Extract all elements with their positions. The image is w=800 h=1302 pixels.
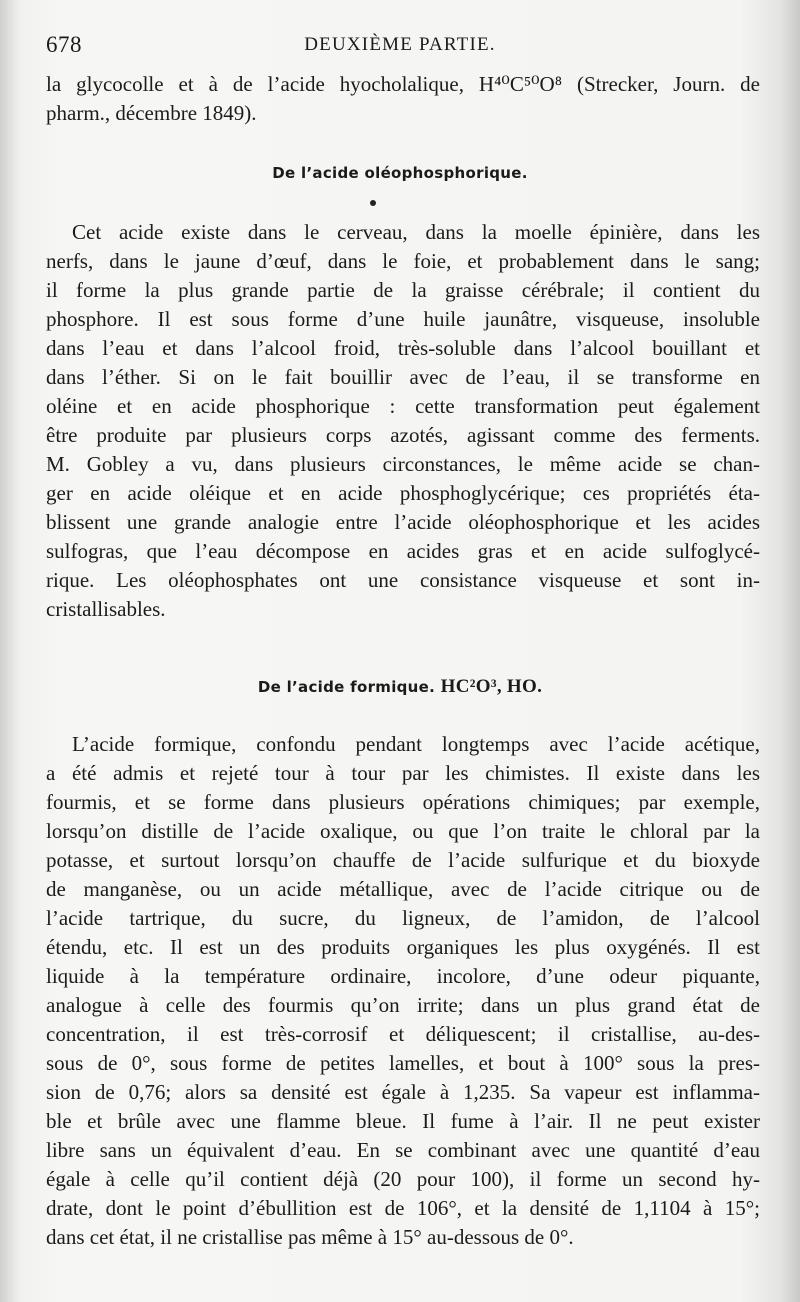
decorative-dot bbox=[370, 200, 376, 206]
section-formique-body bbox=[46, 730, 760, 1252]
text-line: potasse, et surtout lorsqu’on chauffe de l’acide sulfurique et du bioxyde bbox=[46, 848, 760, 872]
text-line: blissent une grande analogie entre l’acide oléophosphorique et les acides bbox=[46, 510, 760, 534]
intro-line: pharm., décembre 1849). bbox=[46, 101, 257, 125]
intro-paragraph bbox=[46, 70, 760, 128]
text-line: être produite par plusieurs corps azotés, agissant comme des ferments. bbox=[46, 423, 760, 447]
text-line: Cet acide existe dans le cerveau, dans la moelle épinière, dans les bbox=[72, 220, 760, 244]
text-line: concentration, il est très-corrosif et déliquescent; il cristallise, au-des- bbox=[46, 1022, 760, 1046]
text-line: L’acide formique, confondu pendant longtemps avec l’acide acétique, bbox=[72, 732, 760, 756]
text-line: dans l’eau et dans l’alcool froid, très-soluble dans l’alcool bouillant et bbox=[46, 336, 760, 360]
intro-line: la glycocolle et à de l’acide hyocholalique, H⁴⁰C⁵⁰O⁸ (Strecker, Journ. de bbox=[46, 72, 760, 96]
running-title: DEUXIÈME PARTIE. bbox=[304, 34, 496, 55]
text-line: sion de 0,76; alors sa densité est égale à 1,235. Sa vapeur est inflamma- bbox=[46, 1080, 760, 1104]
text-line: a été admis et rejeté tour à tour par les chimistes. Il existe dans les bbox=[46, 761, 760, 785]
section-heading-formique-title: De l’acide formique. bbox=[257, 678, 436, 696]
text-line: étendu, etc. Il est un des produits organiques les plus oxygénés. Il est bbox=[46, 935, 760, 959]
text-line: rique. Les oléophosphates ont une consistance visqueuse et sont in- bbox=[46, 568, 760, 592]
text-line: M. Gobley a vu, dans plusieurs circonstances, le même acide se chan- bbox=[46, 452, 760, 476]
page-header bbox=[46, 32, 754, 62]
text-line: dans cet état, il ne cristallise pas même à 15° au-dessous de 0°. bbox=[46, 1225, 574, 1249]
section-oleophosphorique-body bbox=[46, 218, 760, 624]
text-line: égale à celle qu’il contient déjà (20 pour 100), il forme un second hy- bbox=[46, 1167, 760, 1191]
text-line: sous de 0°, sous forme de petites lamelles, et bout à 100° sous la pres- bbox=[46, 1051, 760, 1075]
text-line: nerfs, dans le jaune d’œuf, dans le foie, et probablement dans le sang; bbox=[46, 249, 760, 273]
text-line: oléine et en acide phosphorique : cette transformation peut également bbox=[46, 394, 760, 418]
text-line: l’acide tartrique, du sucre, du ligneux, de l’amidon, de l’alcool bbox=[46, 906, 760, 930]
text-line: cristallisables. bbox=[46, 597, 166, 621]
text-line: liquide à la température ordinaire, incolore, d’une odeur piquante, bbox=[46, 964, 760, 988]
text-line: ger en acide oléique et en acide phosphoglycérique; ces propriétés éta- bbox=[46, 481, 760, 505]
text-line: phosphore. Il est sous forme d’une huile jaunâtre, visqueuse, insoluble bbox=[46, 307, 760, 331]
text-line: lorsqu’on distille de l’acide oxalique, ou que l’on traite le chloral par la bbox=[46, 819, 760, 843]
text-line: il forme la plus grande partie de la graisse cérébrale; il contient du bbox=[46, 278, 760, 302]
section-heading-formique bbox=[0, 676, 800, 698]
text-line: drate, dont le point d’ébullition est de 106°, et la densité de 1,1104 à 15°; bbox=[46, 1196, 760, 1220]
page-number: 678 bbox=[46, 32, 82, 57]
text-line: ble et brûle avec une flamme bleue. Il fume à l’air. Il ne peut exister bbox=[46, 1109, 760, 1133]
text-line: fourmis, et se forme dans plusieurs opérations chimiques; par exemple, bbox=[46, 790, 760, 814]
section-heading-oleophosphorique: De l’acide oléophosphorique. bbox=[272, 164, 528, 182]
text-line: sulfogras, que l’eau décompose en acides gras et en acide sulfoglycé- bbox=[46, 539, 760, 563]
text-line: analogue à celle des fourmis qu’on irrite; dans un plus grand état de bbox=[46, 993, 760, 1017]
text-line: de manganèse, ou un acide métallique, avec de l’acide citrique ou de bbox=[46, 877, 760, 901]
section-heading-formique-formula: HC²O³, HO. bbox=[440, 676, 543, 697]
text-line: libre sans un équivalent d’eau. En se combinant avec une quantité d’eau bbox=[46, 1138, 760, 1162]
text-line: dans l’éther. Si on le fait bouillir avec de l’eau, il se transforme en bbox=[46, 365, 760, 389]
